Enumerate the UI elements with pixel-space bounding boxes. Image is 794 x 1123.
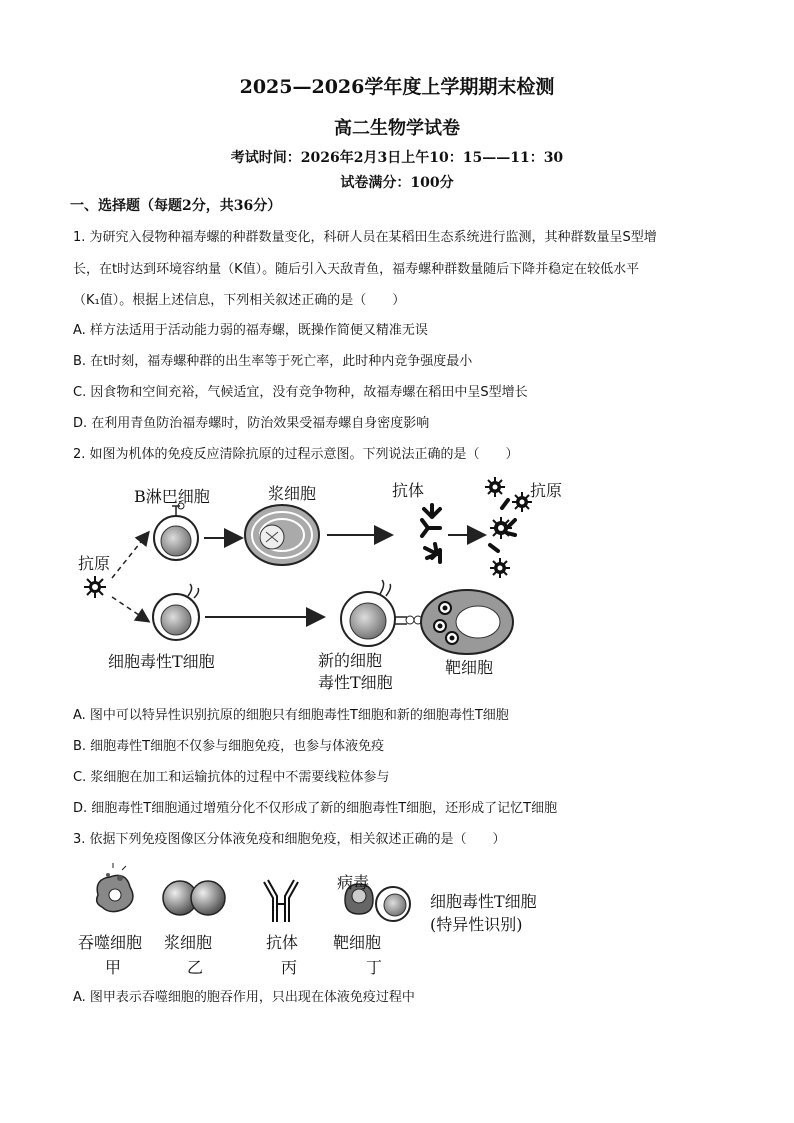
antigen-antibody-complex-icon [485,477,532,578]
label-target-cell: 靶细胞 [445,658,494,677]
antigen-left-icon [84,576,106,598]
label-target: 靶细胞 [333,933,382,952]
plasma-cell-icon [245,505,319,565]
antibody-y-icon [264,880,298,922]
plasma-cells-icon [163,881,225,915]
q2-option-c: C. 浆细胞在加工和运输抗体的过程中不需要线粒体参与 [73,770,390,785]
q1-option-d: D. 在利用青鱼防治福寿螺时，防治效果受福寿螺自身密度影响 [73,416,430,431]
label-antigen-left: 抗原 [78,554,111,573]
label-ding: 丁 [366,958,383,977]
label-ctl-line1: 细胞毒性T细胞 [430,892,537,911]
q2-stem: 2. 如图为机体的免疫反应清除抗原的过程示意图。下列说法正确的是（ ） [73,447,519,462]
new-cytotoxic-t-cell-icon [341,580,422,646]
label-cytotoxic-t: 细胞毒性T细胞 [108,652,215,671]
label-b-cell: B淋巴细胞 [134,487,210,506]
q1-option-c: C. 因食物和空间充裕，气候适宜，没有竞争物种，故福寿螺在稻田中呈S型增长 [73,385,528,400]
cytotoxic-t-cell-icon [153,584,199,640]
label-yi: 乙 [187,958,204,977]
q2-option-d: D. 细胞毒性T细胞通过增殖分化不仅形成了新的细胞毒性T细胞，还形成了记忆T细胞 [73,801,558,816]
q1-option-b: B. 在t时刻，福寿螺种群的出生率等于死亡率，此时种内竞争强度最小 [73,354,473,369]
q3-option-a: A. 图甲表示吞噬细胞的胞吞作用，只出现在体液免疫过程中 [73,990,415,1005]
label-antibody: 抗体 [392,481,425,500]
exam-time: 考试时间：2026年2月3日上午10：15——11：30 [230,150,564,166]
target-cell-icon [421,590,513,654]
phagocyte-icon [97,863,133,912]
label-virus: 病毒 [337,873,370,892]
full-score: 试卷满分：100分 [340,175,454,191]
q2-option-a: A. 图中可以特异性识别抗原的细胞只有细胞毒性T细胞和新的细胞毒性T细胞 [73,708,509,723]
section-heading: 一、选择题（每题2分，共36分） [70,198,282,214]
label-new-t-line2: 毒性T细胞 [318,673,393,692]
q3-stem: 3. 依据下列免疫图像区分体液免疫和细胞免疫，相关叙述正确的是（ ） [73,832,506,847]
label-phagocyte: 吞噬细胞 [78,933,143,952]
q1-option-a: A. 样方法适用于活动能力弱的福寿螺，既操作简便又精准无误 [73,323,428,338]
q1-stem-line3: （K₁值）。根据上述信息，下列相关叙述正确的是（ ） [73,293,406,308]
label-bing: 丙 [281,958,298,977]
label-ctl-line2: (特异性识别) [430,915,523,934]
label-plasma-cell: 浆细胞 [268,484,317,503]
exam-subtitle: 高二生物学试卷 [334,118,460,139]
label-new-t-line1: 新的细胞 [318,651,383,670]
q2-option-b: B. 细胞毒性T细胞不仅参与细胞免疫，也参与体液免疫 [73,739,385,754]
q1-stem-line2: 长，在t时达到环境容纳量（K值）。随后引入天敌青鱼，福寿螺种群数量随后下降并稳定在较低水平 [73,262,640,277]
exam-title: 2025—2026学年度上学期期末检测 [239,76,555,98]
label-jia: 甲 [105,958,122,977]
label-antigen-right: 抗原 [530,481,563,500]
antibody-cluster-icon [422,505,440,562]
label-antibody-q3: 抗体 [266,933,299,952]
q1-stem-line1: 1. 为研究入侵物种福寿螺的种群数量变化，科研人员在某稻田生态系统进行监测，其种群数量呈S型增 [73,230,657,245]
label-plasma: 浆细胞 [164,933,213,952]
b-cell-icon [154,503,198,560]
